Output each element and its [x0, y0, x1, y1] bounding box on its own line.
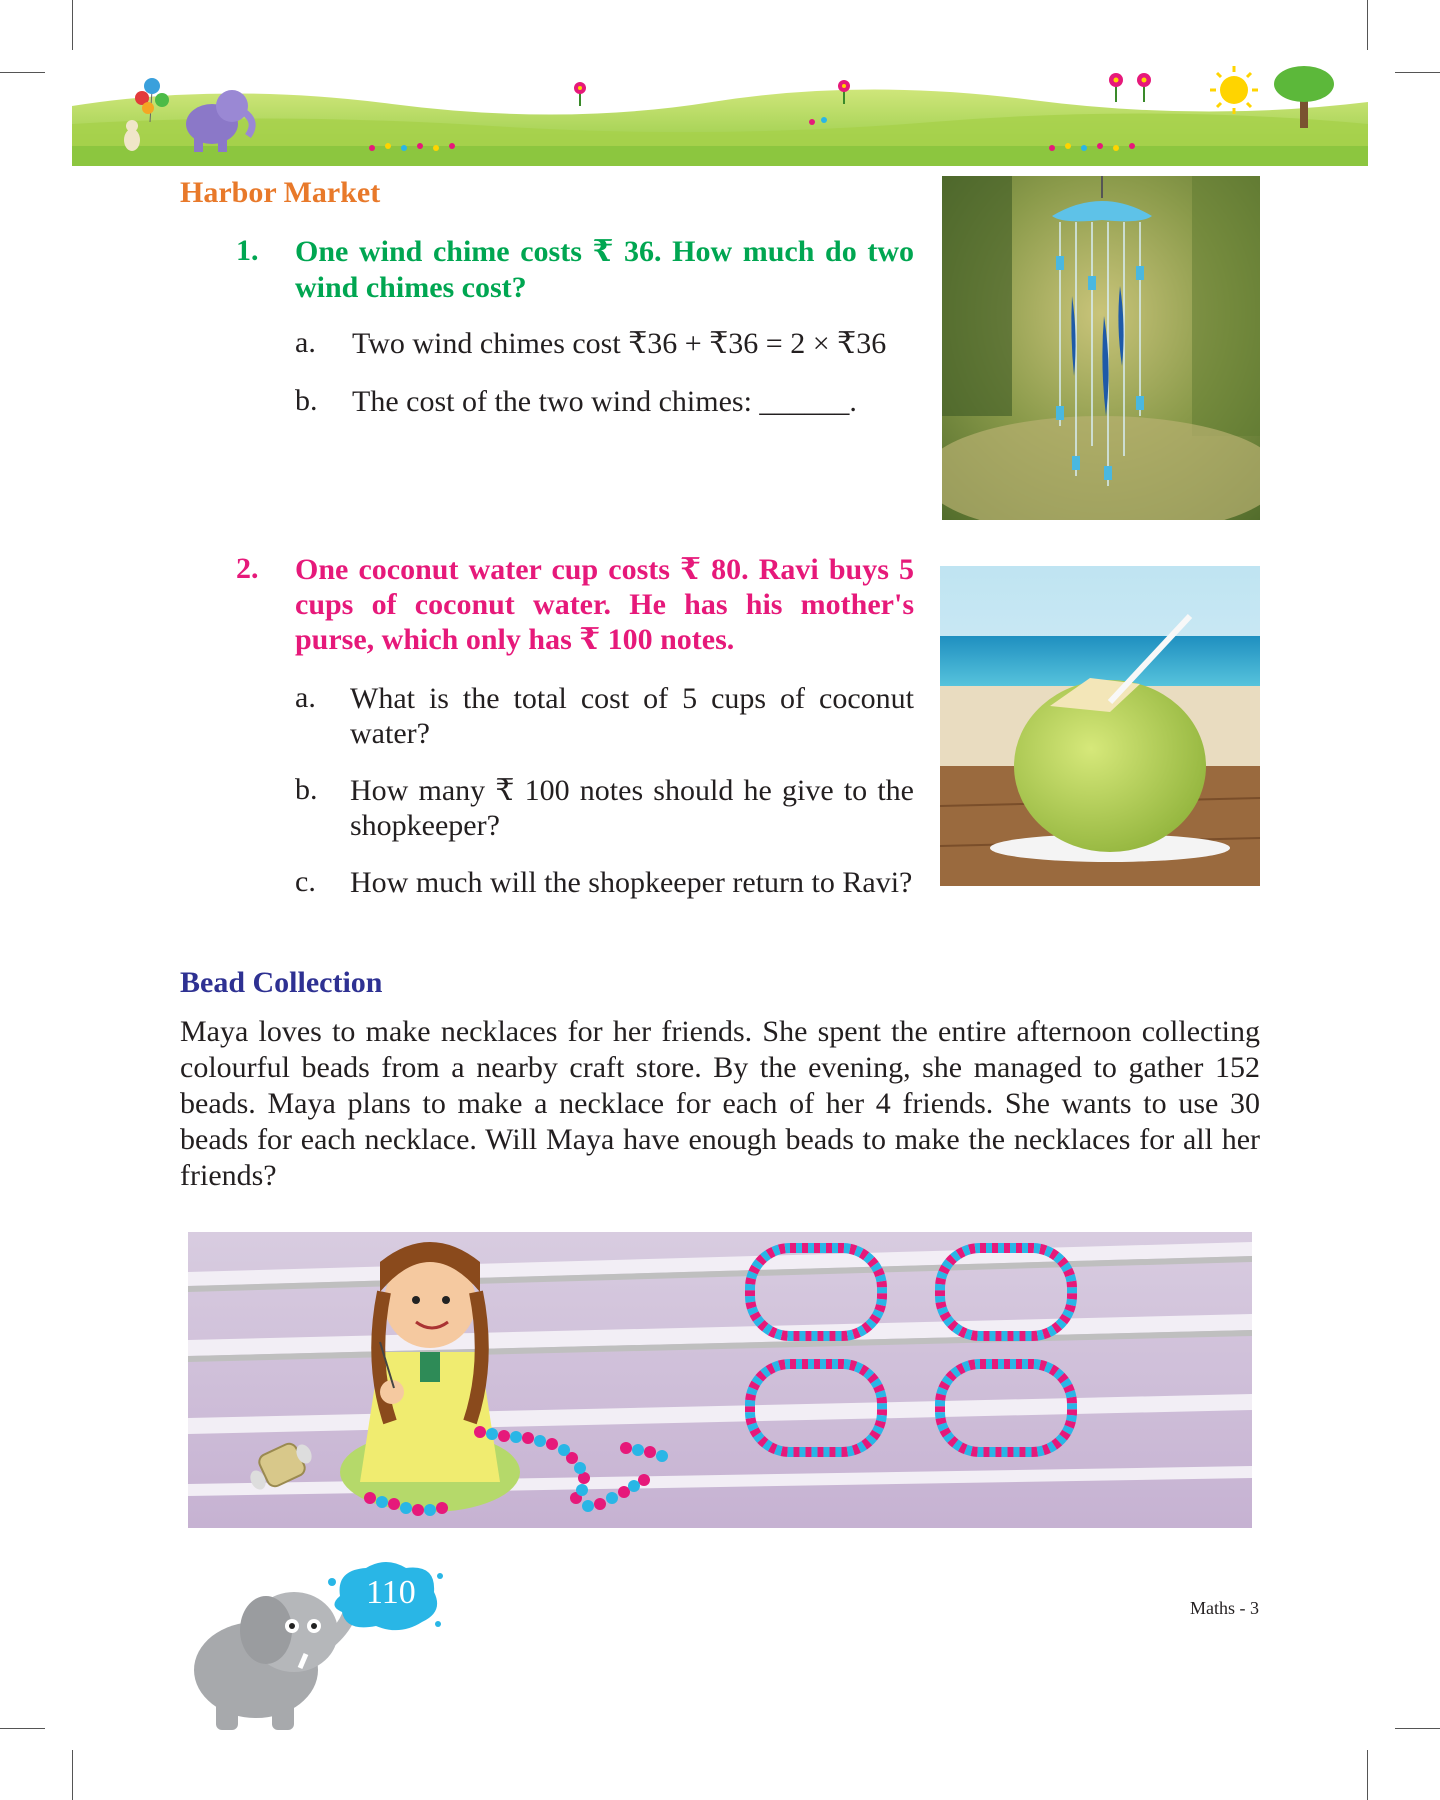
- flower-icon: [1137, 73, 1151, 102]
- crop-mark: [1395, 1728, 1440, 1729]
- girl-making-necklaces-illustration: [180, 1222, 1260, 1532]
- question-2-text: One coconut water cup costs ₹ 80. Ravi buys 5 cups of coconut water. He has his mother's purse, which only has ₹ 100 notes.: [295, 553, 914, 656]
- sub-question-letter: c.: [295, 865, 316, 898]
- crop-mark: [72, 1750, 73, 1800]
- header-banner-illustration: [72, 62, 1368, 166]
- question-2a-text: What is the total cost of 5 cups of coconut water?: [350, 682, 914, 750]
- crop-mark: [0, 72, 45, 73]
- section-heading-harbor-market: Harbor Market: [180, 176, 381, 209]
- sun-icon: [1210, 66, 1258, 114]
- crop-mark: [0, 1728, 45, 1729]
- wind-chime-photo: [942, 176, 1260, 520]
- question-number: 1.: [236, 234, 259, 267]
- crop-mark: [1367, 1750, 1368, 1800]
- question-1-text: One wind chime costs ₹ 36. How much do two wind chimes cost?: [295, 235, 914, 304]
- crop-mark: [1367, 0, 1368, 50]
- flower-icon: [574, 82, 586, 106]
- question-1a-text: Two wind chimes cost ₹36 + ₹36 = 2 × ₹36: [352, 327, 887, 360]
- crop-mark: [72, 0, 73, 50]
- flower-icon: [1109, 73, 1123, 102]
- sub-question-letter: a.: [295, 326, 316, 359]
- question-2c-text: How much will the shopkeeper return to Ravi?: [350, 866, 913, 899]
- sub-question-letter: b.: [295, 384, 318, 417]
- question-number: 2.: [236, 552, 259, 585]
- crop-mark: [1395, 72, 1440, 73]
- sub-question-letter: a.: [295, 681, 316, 714]
- section-heading-bead-collection: Bead Collection: [180, 966, 383, 999]
- rabbit-icon: [124, 120, 140, 151]
- coconut-water-photo: [940, 566, 1260, 886]
- question-2b-text: How many ₹ 100 notes should he give to the shopkeeper?: [350, 774, 914, 842]
- bead-collection-paragraph: Maya loves to make necklaces for her friends. She spent the entire afternoon collecting colourful beads from a nearby craft store. By the evening, she managed to gather 152 beads. Maya plans to make a necklace for each of her 4 friends. She wants to use 30 beads for each necklace. Will Maya have enough beads to make the necklaces for all her friends?: [180, 1015, 1260, 1192]
- book-title-footer: Maths - 3: [1190, 1598, 1259, 1618]
- page-number: 110: [366, 1574, 416, 1611]
- question-1b-text: The cost of the two wind chimes: ______.: [352, 385, 857, 418]
- sub-question-letter: b.: [295, 773, 318, 806]
